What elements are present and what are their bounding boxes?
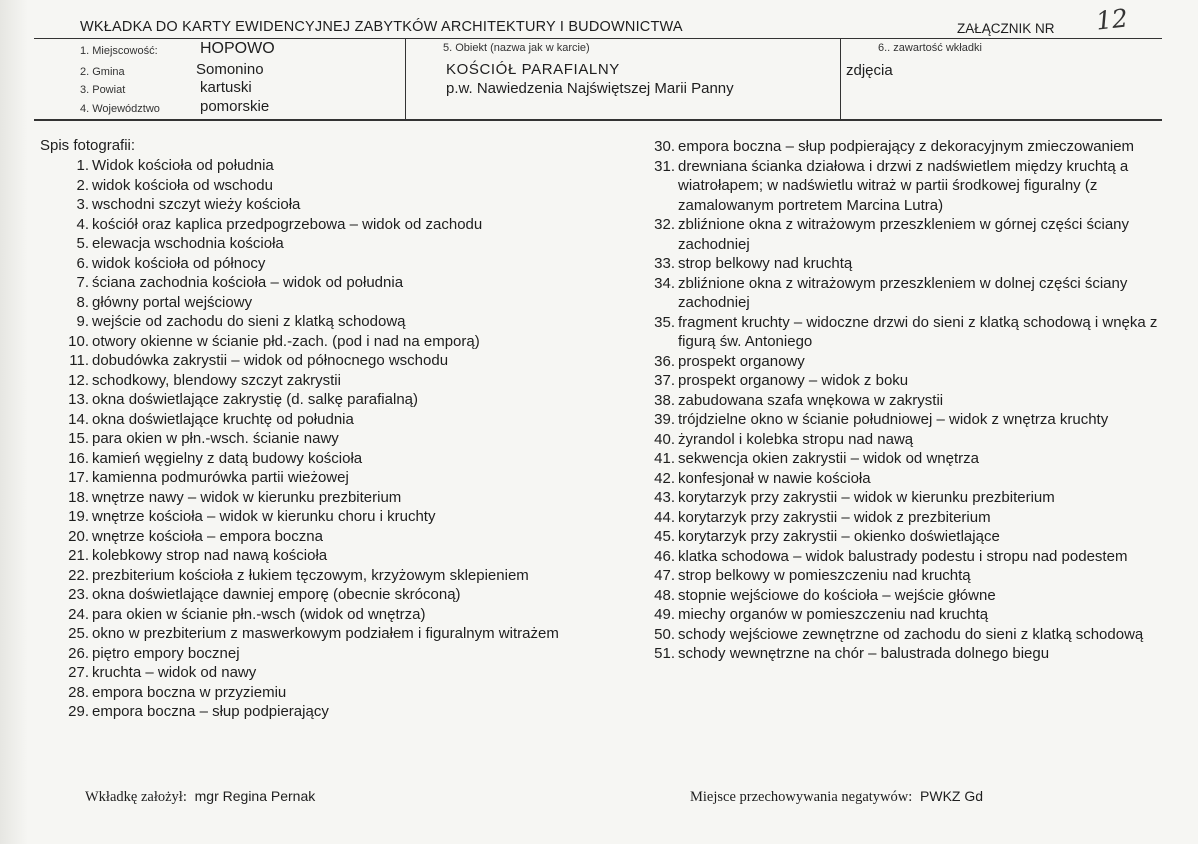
photo-list-item	[40, 351, 600, 371]
photo-number: 7.	[76, 274, 89, 291]
photo-list-item	[648, 430, 1158, 450]
photo-list-item	[40, 293, 600, 313]
author-label: Wkładkę założył:	[85, 789, 187, 805]
photo-description: fragment kruchty – widoczne drzwi do sieni z klatką schodową i wnęka z figurą św. Antoniego	[678, 313, 1158, 350]
object-description: p.w. Nawiedzenia Najświętszej Marii Panny	[446, 80, 734, 97]
photo-description: schodkowy, blendowy szczyt zakrystii	[92, 371, 341, 389]
photo-list-item	[40, 410, 600, 430]
photo-number: 9.	[76, 313, 89, 330]
photo-description: drewniana ścianka działowa i drzwi z nadświetlem między kruchtą a wiatrołapem; w nadświetlu witraż w partii środkowej figuralny (z zamalowanym portretem Marcina Lutra)	[678, 157, 1129, 214]
photo-list-item	[648, 547, 1158, 567]
photo-description: kolebkowy strop nad nawą kościoła	[92, 547, 328, 564]
photo-description: kamień węgielny z datą budowy kościoła	[92, 449, 363, 467]
photo-number: 35.	[654, 313, 675, 331]
photo-list-item	[40, 468, 600, 488]
photo-number: 15.	[68, 430, 89, 447]
photo-number: 23.	[68, 586, 89, 603]
place-label: 1. Miejscowość:	[80, 45, 158, 57]
district-label: 3. Powiat	[80, 84, 126, 96]
photo-number: 18.	[68, 488, 89, 506]
photo-description: schody wejściowe zewnętrzne od zachodu do sieni z klatką schodową	[678, 625, 1144, 643]
photo-description: widok kościoła od północy	[92, 254, 266, 272]
photo-description: empora boczna – słup podpierający	[92, 703, 329, 720]
photo-list-item	[40, 663, 600, 683]
photo-list-item	[648, 625, 1158, 645]
photo-description: konfesjonał w nawie kościoła	[678, 469, 871, 487]
object-label: 5. Obiekt (nazwa jak w karcie)	[443, 42, 590, 54]
author-value: mgr Regina Pernak	[194, 788, 316, 804]
photo-list-left-column	[40, 156, 600, 722]
commune-value: Somonino	[196, 61, 264, 78]
photo-number: 20.	[68, 527, 89, 545]
photo-list-item	[40, 702, 600, 722]
column-divider	[840, 39, 841, 119]
photo-description: kamienna podmurówka partii wieżowej	[92, 469, 349, 486]
photo-list-item	[40, 488, 600, 508]
photo-description: kościół oraz kaplica przedpogrzebowa – widok od zachodu	[92, 215, 483, 233]
photo-number: 27.	[68, 664, 89, 681]
photo-description: Widok kościoła od południa	[92, 157, 274, 174]
photo-number: 16.	[68, 449, 89, 467]
photo-number: 13.	[68, 391, 89, 408]
photo-list-item	[648, 410, 1158, 430]
photo-list-item	[648, 449, 1158, 469]
photo-number: 24.	[68, 605, 89, 623]
photo-list-item	[648, 605, 1158, 625]
photo-number: 12.	[68, 371, 89, 389]
photo-number: 51.	[654, 645, 675, 662]
photo-list-item	[40, 254, 600, 274]
photo-description: empora boczna – słup podpierający z dekoracyjnym zmieczowaniem	[678, 138, 1135, 155]
attachment-label: ZAŁĄCZNIK NR	[957, 21, 1055, 36]
photo-number: 40.	[654, 430, 675, 448]
photo-number: 31.	[654, 157, 675, 175]
photo-number: 30.	[654, 138, 675, 155]
photo-number: 17.	[68, 469, 89, 486]
photo-list-item	[40, 215, 600, 235]
photo-list-item	[648, 391, 1158, 411]
photo-list-item	[648, 488, 1158, 508]
photo-number: 36.	[654, 352, 675, 370]
photo-number: 33.	[654, 255, 675, 272]
photo-list-item	[648, 371, 1158, 391]
photo-number: 10.	[68, 332, 89, 350]
photo-description: prospekt organowy	[678, 352, 805, 370]
photo-description: okno w prezbiterium z maswerkowym podziałem i figuralnym witrażem	[92, 625, 559, 642]
photo-list-item	[40, 429, 600, 449]
photo-list-item	[40, 390, 600, 410]
photo-number: 39.	[654, 411, 675, 428]
photo-description: wejście od zachodu do sieni z klatką schodową	[92, 313, 406, 330]
photo-list-item	[40, 176, 600, 196]
document-title: WKŁADKA DO KARTY EWIDENCYJNEJ ZABYTKÓW ARCHITEKTURY I BUDOWNICTWA	[80, 19, 683, 35]
photo-list-item	[40, 624, 600, 644]
photo-number: 21.	[68, 547, 89, 564]
photo-description: korytarzyk przy zakrystii – widok z prezbiterium	[678, 508, 991, 526]
photo-description: schody wewnętrzne na chór – balustrada dolnego biegu	[678, 645, 1050, 662]
photo-description: otwory okienne w ścianie płd.-zach. (pod i nad na emporą)	[92, 332, 480, 350]
photo-list-item	[40, 683, 600, 703]
photo-list-item	[40, 234, 600, 254]
photo-number: 2.	[76, 176, 89, 194]
photo-number: 38.	[654, 391, 675, 409]
photo-description: prezbiterium kościoła z łukiem tęczowym, krzyżowym sklepieniem	[92, 566, 529, 584]
photo-list-item	[40, 156, 600, 176]
photo-list-item	[40, 566, 600, 586]
photo-list-item	[40, 585, 600, 605]
photo-description: okna doświetlające kruchtę od południa	[92, 410, 354, 428]
photo-number: 47.	[654, 567, 675, 584]
photo-number: 44.	[654, 508, 675, 526]
commune-label: 2. Gmina	[80, 66, 125, 78]
voivodeship-label: 4. Województwo	[80, 103, 160, 115]
photo-list-item	[648, 527, 1158, 547]
photo-number: 6.	[76, 254, 89, 272]
object-name: KOŚCIÓŁ PARAFIALNY	[446, 61, 620, 78]
photo-list-item	[40, 449, 600, 469]
photo-list-item	[648, 313, 1158, 352]
district-value: kartuski	[200, 79, 252, 96]
photo-number: 1.	[76, 157, 89, 174]
photo-number: 3.	[76, 196, 89, 213]
photo-number: 50.	[654, 625, 675, 643]
photo-description: strop belkowy nad kruchtą	[678, 255, 853, 272]
photo-list-item	[40, 605, 600, 625]
photo-description: wnętrze kościoła – widok w kierunku choru i kruchty	[92, 508, 436, 525]
photo-number: 48.	[654, 586, 675, 604]
photo-description: zbliźnione okna z witrażowym przeszkleniem w górnej części ściany zachodniej	[678, 216, 1130, 253]
photo-list-item	[648, 644, 1158, 664]
photo-description: wschodni szczyt wieży kościoła	[92, 196, 301, 213]
photo-number: 5.	[76, 235, 89, 252]
negatives-value: PWKZ Gd	[920, 788, 984, 804]
photo-list-item	[40, 273, 600, 293]
photo-list-right-column	[648, 137, 1158, 664]
photo-list-title: Spis fotografii:	[40, 137, 136, 154]
photo-number: 42.	[654, 469, 675, 487]
photo-list-item	[40, 332, 600, 352]
photo-list-item	[648, 254, 1158, 274]
photo-list-item	[648, 352, 1158, 372]
photo-number: 29.	[68, 703, 89, 720]
photo-number: 49.	[654, 606, 675, 623]
photo-description: ściana zachodnia kościoła – widok od południa	[92, 274, 404, 291]
photo-description: żyrandol i kolebka stropu nad nawą	[678, 430, 914, 448]
photo-list-item	[648, 469, 1158, 489]
photo-description: zbliźnione okna z witrażowym przeszkleniem w dolnej części ściany zachodniej	[678, 274, 1128, 311]
photo-number: 22.	[68, 566, 89, 584]
photo-number: 46.	[654, 547, 675, 565]
photo-number: 41.	[654, 450, 675, 467]
footer-negatives	[690, 788, 983, 806]
photo-list-item	[648, 137, 1158, 157]
photo-list-item	[40, 644, 600, 664]
footer-author	[85, 788, 315, 806]
column-divider	[405, 39, 406, 119]
photo-list-item	[648, 157, 1158, 216]
photo-description: dobudówka zakrystii – widok od północnego wschodu	[92, 352, 449, 369]
photo-description: widok kościoła od wschodu	[92, 176, 273, 194]
photo-number: 8.	[76, 293, 89, 311]
contents-label: 6.. zawartość wkładki	[878, 42, 982, 54]
photo-number: 4.	[76, 215, 89, 233]
photo-number: 26.	[68, 644, 89, 662]
photo-list-item	[40, 527, 600, 547]
photo-list-item	[648, 566, 1158, 586]
photo-description: strop belkowy w pomieszczeniu nad kruchtą	[678, 567, 971, 584]
photo-description: para okien w płn.-wsch. ścianie nawy	[92, 430, 339, 447]
photo-description: główny portal wejściowy	[92, 293, 253, 311]
photo-description: piętro empory bocznej	[92, 644, 240, 662]
photo-description: zabudowana szafa wnękowa w zakrystii	[678, 391, 944, 409]
photo-list-item	[40, 371, 600, 391]
photo-list-item	[648, 586, 1158, 606]
photo-number: 34.	[654, 274, 675, 292]
photo-description: sekwencja okien zakrystii – widok od wnętrza	[678, 450, 979, 467]
photo-description: empora boczna w przyziemiu	[92, 683, 287, 701]
photo-number: 19.	[68, 508, 89, 525]
photo-description: okna doświetlające dawniej emporę (obecnie skróconą)	[92, 586, 461, 603]
place-value: HOPOWO	[200, 40, 275, 57]
photo-number: 25.	[68, 625, 89, 642]
photo-description: trójdzielne okno w ścianie południowej – widok z wnętrza kruchty	[678, 411, 1109, 428]
photo-number: 14.	[68, 410, 89, 428]
photo-number: 37.	[654, 372, 675, 389]
photo-description: okna doświetlające zakrystię (d. salkę parafialną)	[92, 391, 418, 408]
photo-list-item	[40, 507, 600, 527]
photo-description: wnętrze nawy – widok w kierunku prezbiterium	[92, 488, 402, 506]
photo-number: 43.	[654, 489, 675, 506]
photo-list-item	[648, 215, 1158, 254]
photo-number: 32.	[654, 216, 675, 233]
photo-description: prospekt organowy – widok z boku	[678, 372, 909, 389]
contents-value: zdjęcia	[846, 62, 893, 79]
photo-list-item	[648, 508, 1158, 528]
header-table	[34, 38, 1162, 121]
negatives-label: Miejsce przechowywania negatywów:	[690, 789, 913, 805]
photo-number: 28.	[68, 683, 89, 701]
photo-description: elewacja wschodnia kościoła	[92, 235, 284, 252]
photo-list-item	[40, 312, 600, 332]
photo-list-item	[648, 274, 1158, 313]
photo-description: korytarzyk przy zakrystii – widok w kierunku prezbiterium	[678, 489, 1055, 506]
photo-description: klatka schodowa – widok balustrady podestu i stropu nad podestem	[678, 547, 1128, 565]
photo-description: para okien w ścianie płn.-wsch (widok od wnętrza)	[92, 605, 426, 623]
photo-description: korytarzyk przy zakrystii – okienko doświetlające	[678, 528, 1000, 545]
photo-number: 45.	[654, 528, 675, 545]
photo-description: miechy organów w pomieszczeniu nad kruchtą	[678, 606, 989, 623]
voivodeship-value: pomorskie	[200, 98, 270, 115]
photo-number: 11.	[69, 352, 89, 369]
photo-description: wnętrze kościoła – empora boczna	[92, 527, 323, 545]
photo-list-item	[40, 195, 600, 215]
photo-list-item	[40, 546, 600, 566]
photo-description: stopnie wejściowe do kościoła – wejście główne	[678, 586, 996, 604]
photo-description: kruchta – widok od nawy	[92, 664, 257, 681]
attachment-number: 12	[1094, 3, 1130, 36]
